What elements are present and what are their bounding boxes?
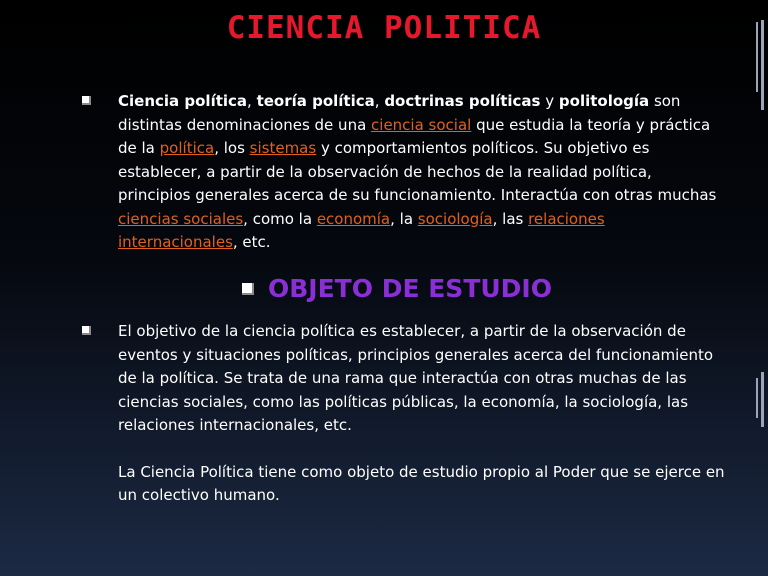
text-segment: que estudia la teoría y práctica de la — [118, 115, 711, 157]
bullet-definition — [88, 90, 728, 255]
term-teoria-politica: teoría política — [256, 92, 375, 110]
text-segment: y — [540, 92, 559, 110]
link-relaciones-internacionales[interactable]: relaciones internacionales — [118, 209, 605, 251]
text-segment: , etc. — [232, 233, 271, 251]
slide-title: CIENCIA POLITICA — [226, 10, 542, 46]
bullet-icon — [82, 326, 91, 335]
bullet-icon — [242, 283, 254, 295]
link-politica[interactable]: política — [159, 139, 215, 157]
term-politologia: politología — [558, 92, 650, 110]
decorative-stripes — [746, 0, 768, 576]
text-segment: y comportamientos políticos. Su objetivo es establecer, a partir de la observación de hechos de la realidad política, principios generales acerca de su funcionamiento. Interactúa con otras muchas — [118, 139, 717, 204]
power-paragraph: La Ciencia Política tiene como objeto de estudio propio al Poder que se ejerce en un colectivo humano. — [118, 462, 725, 504]
subheading-objeto-de-estudio — [242, 274, 552, 303]
bullet-icon — [82, 96, 91, 105]
text-segment: son distintas denominaciones de una — [118, 92, 681, 134]
term-ciencia-politica: Ciencia política — [118, 92, 248, 110]
term-doctrinas-politicas: doctrinas políticas — [384, 92, 541, 110]
subheading-text: OBJETO DE ESTUDIO — [268, 274, 552, 303]
link-ciencias-sociales[interactable]: ciencias sociales — [118, 209, 244, 228]
objective-paragraph: El objetivo de la ciencia política es establecer, a partir de la observación de eventos y situaciones políticas, principios generales acerca del funcionamiento de la política. Se trata de una rama que interactúa con otras muchas de las ciencias sociales, como las políticas públicas, la economía, la sociología, las relaciones internacionales, etc. — [118, 322, 714, 434]
link-sistemas[interactable]: sistemas — [249, 139, 317, 157]
link-sociologia[interactable]: sociología — [417, 209, 493, 228]
text-segment: , los — [214, 139, 250, 157]
bullet-objective-text — [118, 320, 728, 508]
bullet-definition-text — [118, 90, 728, 255]
text-segment: , — [374, 92, 385, 110]
text-segment: , las — [492, 209, 529, 228]
link-economia[interactable]: economía — [316, 209, 391, 228]
text-segment: , la — [390, 209, 418, 228]
text-segment: , — [247, 92, 257, 110]
link-ciencia-social[interactable]: ciencia social — [371, 115, 472, 134]
bullet-objective — [88, 320, 728, 508]
text-segment: , como la — [243, 209, 317, 228]
